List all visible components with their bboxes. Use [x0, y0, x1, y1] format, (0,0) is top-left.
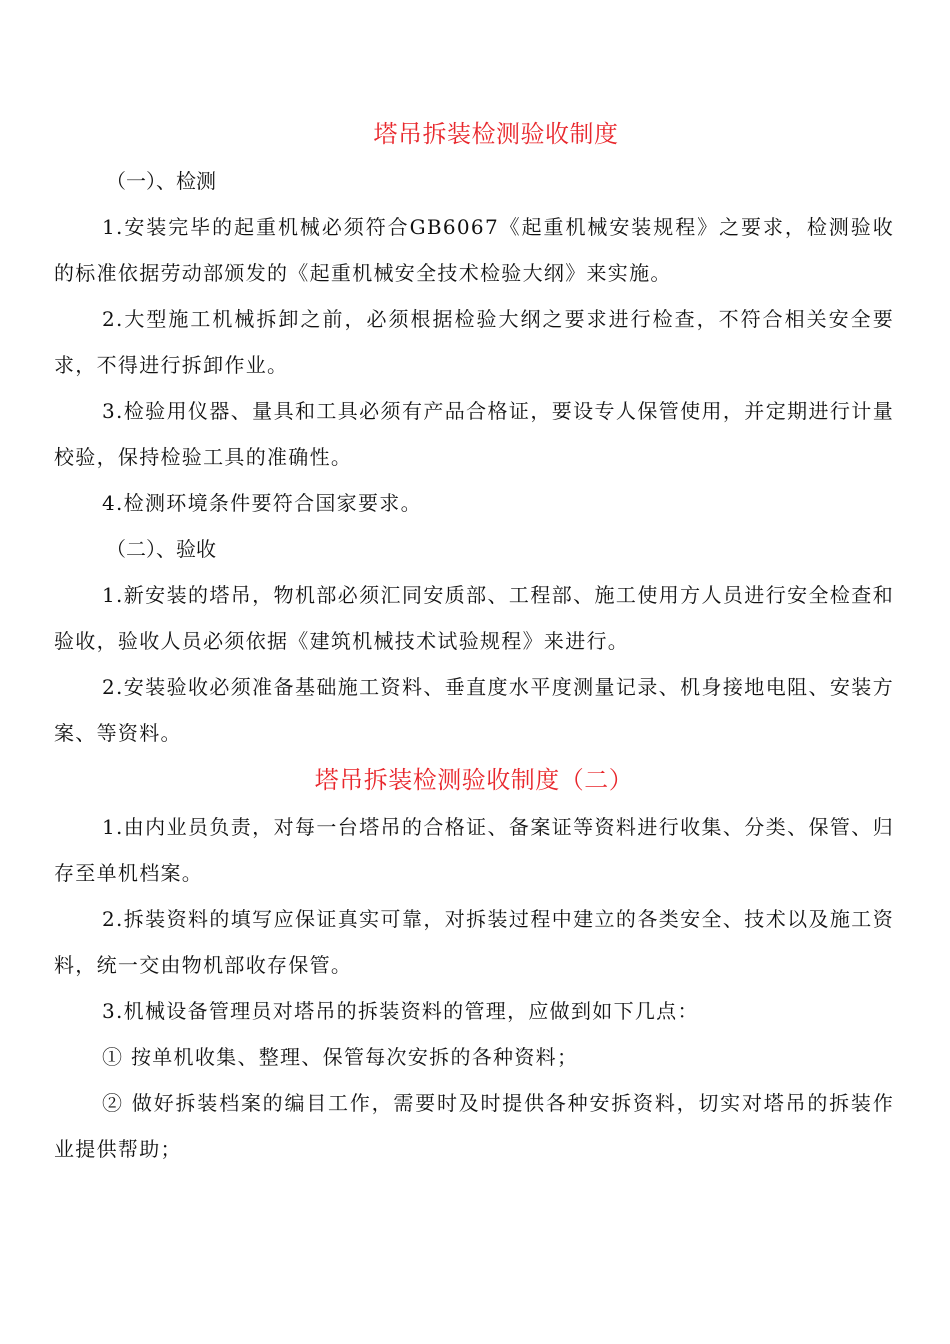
- document-title-part-two: 塔吊拆装检测验收制度（二）: [314, 766, 634, 794]
- document-title: 塔吊拆装检测验收制度: [373, 120, 619, 148]
- document-body: [54, 110, 894, 1172]
- paragraph: 2.大型施工机械拆卸之前，必须根据检验大纲之要求进行检查，不符合相关安全要求，不得进行拆卸作业。: [54, 307, 894, 377]
- list-item: ② 做好拆装档案的编目工作，需要时及时提供各种安拆资料，切实对塔吊的拆装作业提供帮助；: [54, 1091, 894, 1161]
- paragraph: 1.新安装的塔吊，物机部必须汇同安质部、工程部、施工使用方人员进行安全检查和验收，验收人员必须依据《建筑机械技术试验规程》来进行。: [54, 583, 894, 653]
- list-item: ① 按单机收集、整理、保管每次安拆的各种资料；: [102, 1045, 579, 1069]
- section-heading-inspection: （一）、检测: [106, 169, 216, 193]
- paragraph: 3.机械设备管理员对塔吊的拆装资料的管理，应做到如下几点：: [102, 999, 699, 1023]
- paragraph: 3.检验用仪器、量具和工具必须有产品合格证，要设专人保管使用，并定期进行计量校验，保持检验工具的准确性。: [54, 399, 894, 469]
- paragraph: 2.拆装资料的填写应保证真实可靠，对拆装过程中建立的各类安全、技术以及施工资料，统一交由物机部收存保管。: [54, 907, 894, 977]
- section-heading-acceptance: （二）、验收: [106, 537, 216, 561]
- paragraph: 4.检测环境条件要符合国家要求。: [102, 491, 422, 515]
- paragraph: 2.安装验收必须准备基础施工资料、垂直度水平度测量记录、机身接地电阻、安装方案、等资料。: [54, 675, 894, 745]
- paragraph: 1.由内业员负责，对每一台塔吊的合格证、备案证等资料进行收集、分类、保管、归存至单机档案。: [54, 815, 894, 885]
- paragraph: 1.安装完毕的起重机械必须符合GB6067《起重机械安装规程》之要求，检测验收的标准依据劳动部颁发的《起重机械安全技术检验大纲》来实施。: [54, 215, 894, 285]
